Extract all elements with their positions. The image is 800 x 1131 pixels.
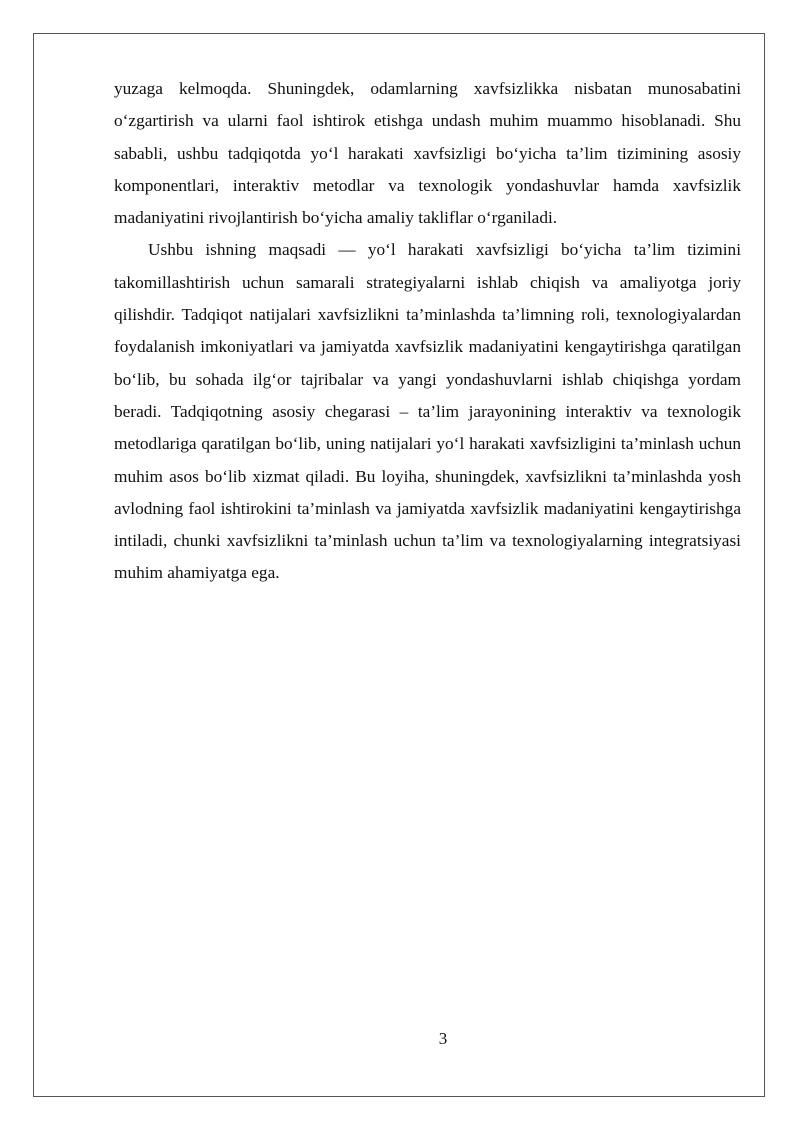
page-number: 3 [438, 1029, 448, 1048]
paragraph-continuation: yuzaga kelmoqda. Shuningdek, odamlarning xavfsizlikka nisbatan munosabatini o‘zgartirish va ularni faol ishtirok etishga undash muhim muammo hisoblanadi. Shu sababli, ushbu tadqiqotda yo‘l harakati xavfsizligi bo‘yicha ta’lim tizimining asosiy komponentlari, interaktiv metodlar va texnologik yondashuvlar hamda xavfsizlik madaniyatini rivojlantirish bo‘yicha amaliy takliflar o‘rganiladi. [114, 79, 741, 228]
paragraph-purpose: Ushbu ishning maqsadi — yo‘l harakati xavfsizligi bo‘yicha ta’lim tizimini takomillashtirish uchun samarali strategiyalarni ishlab chiqish va amaliyotga joriy qilishdir. Tadqiqot natijalari xavfsizlikni ta’minlashda ta’limning roli, texnologiyalardan foydalanish imkoniyatlari va jamiyatda xavfsizlik madaniyatini kengaytirishga qaratilgan bo‘lib, bu sohada ilg‘or tajribalar va yangi yondashuvlarni ishlab chiqishga yordam beradi. Tadqiqotning asosiy chegarasi – ta’lim jarayonining interaktiv va texnologik metodlariga qaratilgan bo‘lib, uning natijalari yo‘l harakati xavfsizligini ta’minlash uchun muhim asos bo‘lib xizmat qiladi. Bu loyiha, shuningdek, xavfsizlikni ta’minlashda yosh avlodning faol ishtirokini ta’minlash va jamiyatda xavfsizlik madaniyatini kengaytirishga intiladi, chunki xavfsizlikni ta’minlash uchun ta’lim va texnologiyalarning integratsiyasi muhim ahamiyatga ega. [114, 240, 741, 583]
document-body [114, 73, 741, 590]
